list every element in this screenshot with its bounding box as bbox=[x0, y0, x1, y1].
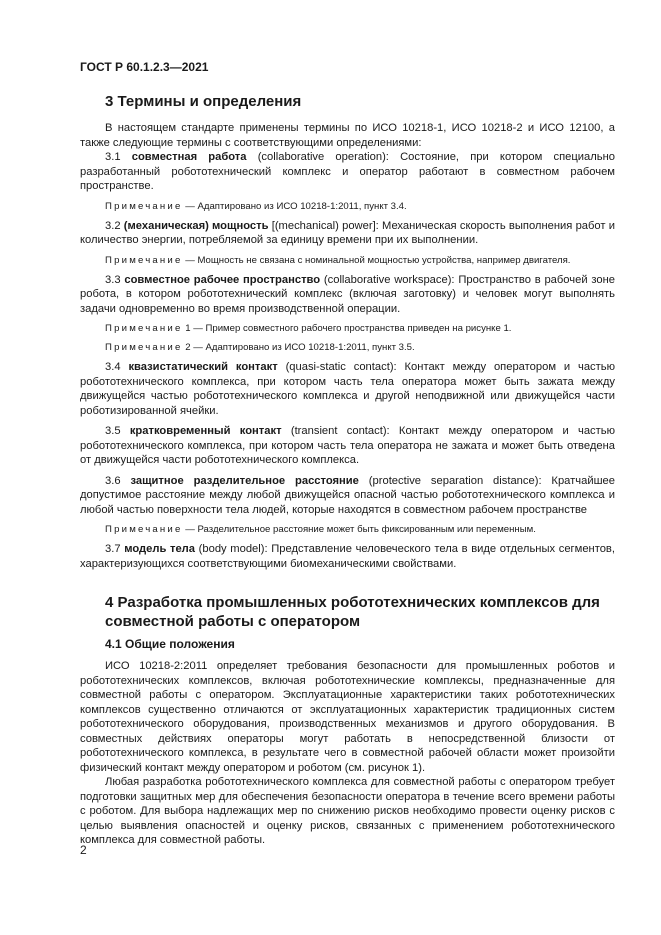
section-3-title: 3 Термины и определения bbox=[105, 93, 302, 110]
term-3-6-name: защитное разделительное расстояние bbox=[130, 474, 359, 487]
term-3-4: 3.4 квазистатический контакт (quasi-static contact): Контакт между оператором и частью робототехнического комплекса, при котором часть тела оператора может быть зажата между движущейся частью робототехнического комплекса и другой неподвижной или движущейся части роботизированной ячейки. bbox=[80, 361, 615, 417]
note-3-1: Примечание — Адаптировано из ИСО 10218-1:2011, пункт 3.4. bbox=[105, 200, 407, 212]
term-3-3: 3.3 совместное рабочее пространство (collaborative workspace): Пространство в рабочей зоне робота, в котором робототехнический комплекс (включая заготовку) и человек могут выполнять задачи одновременно во время производственной операции. bbox=[80, 273, 615, 315]
term-3-1: 3.1 совместная работа (collaborative operation): Состояние, при котором специально разработанный робототехнический комплекс и оператор работают в совместном рабочем пространстве. bbox=[80, 151, 615, 192]
term-3-5-name: кратковременный контакт bbox=[129, 425, 282, 437]
note-3-6: Примечание — Разделительное расстояние может быть фиксированным или переменным. bbox=[105, 524, 536, 535]
term-3-2-name: (механическая) мощность bbox=[123, 219, 269, 232]
term-3-6: 3.6 защитное разделительное расстояние (protective separation distance): Кратчайшее допустимое расстояние между любой движущейся опасной частью робототехнического комплекса и любой частью поверхности тела людей, которые находятся в совместном рабочем пространстве bbox=[80, 474, 615, 516]
note-3-3-2: Примечание 2 — Адаптировано из ИСО 10218-1:2011, пункт 3.5. bbox=[105, 342, 415, 353]
standard-id: ГОСТ Р 60.1.2.3—2021 bbox=[80, 60, 209, 74]
term-3-3-name: совместное рабочее пространство bbox=[124, 273, 321, 286]
section-4-1-paragraph-2: Любая разработка робототехнического комплекса для совместной работы с оператором требует подготовки защитных мер для обеспечения безопасности оператора в течение всего времени работы с роботом. Для выбора надлежащих мер по снижению рисков необходимо провести оценку рисков с целью выявления опасностей и оценку рисков, связанных с применением робототехнического комплекса для совместной работы. bbox=[80, 776, 615, 846]
term-3-7-name: модель тела bbox=[124, 543, 196, 555]
term-3-2: 3.2 (механическая) мощность [(mechanical) power]: Механическая скорость выполнения работ и количество энергии, потребляемой за единицу времени при их выполнении. bbox=[80, 219, 616, 246]
subsection-4-1-title: 4.1 Общие положения bbox=[105, 637, 235, 651]
term-3-1-name: совместная работа bbox=[131, 151, 247, 163]
section-4-title: 4 Разработка промышленных робототехнических комплексов для совместной работы с оператором bbox=[105, 594, 600, 630]
page-number: 2 bbox=[80, 843, 87, 857]
term-3-5: 3.5 кратковременный контакт (transient contact): Контакт между оператором и частью робототехнического комплекса, при котором часть тела оператора не зажата и может быть отведена от движущейся части робототехнического комплекса. bbox=[80, 425, 615, 466]
page-content bbox=[80, 88, 615, 848]
note-3-2: Примечание — Мощность не связана с номинальной мощностью устройства, например двигателя. bbox=[105, 254, 571, 266]
section-4-1-paragraph-1: ИСО 10218-2:2011 определяет требования безопасности для промышленных роботов и робототехнических комплексов, включая робототехнические комплексы, предназначенные для совместной работы с оператором. Эксплуатационные характеристики таких робототехнических комплексов существенно отличаются от эксплуатационных характеристик традиционных систем робототехнического оборудования, производственных механизмов и другого оборудования. В совместных действиях операторы могут работать в непосредственной близости от робототехнического комплекса, в результате чего в совместной рабочей области может произойти физический контакт между оператором и роботом (см. рисунок 1). bbox=[80, 660, 615, 774]
term-3-7: 3.7 модель тела (body model): Представление человеческого тела в виде отдельных сегментов, характеризующихся соответствующими биомеханическими свойствами. bbox=[80, 543, 615, 570]
section-3-intro: В настоящем стандарте применены термины по ИСО 10218-1, ИСО 10218-2 и ИСО 12100, а также следующие термины с соответствующими определениями: bbox=[80, 122, 615, 149]
term-3-4-name: квазистатический контакт bbox=[128, 361, 278, 373]
note-3-3-1: Примечание 1 — Пример совместного рабочего пространства приведен на рисунке 1. bbox=[105, 323, 512, 334]
